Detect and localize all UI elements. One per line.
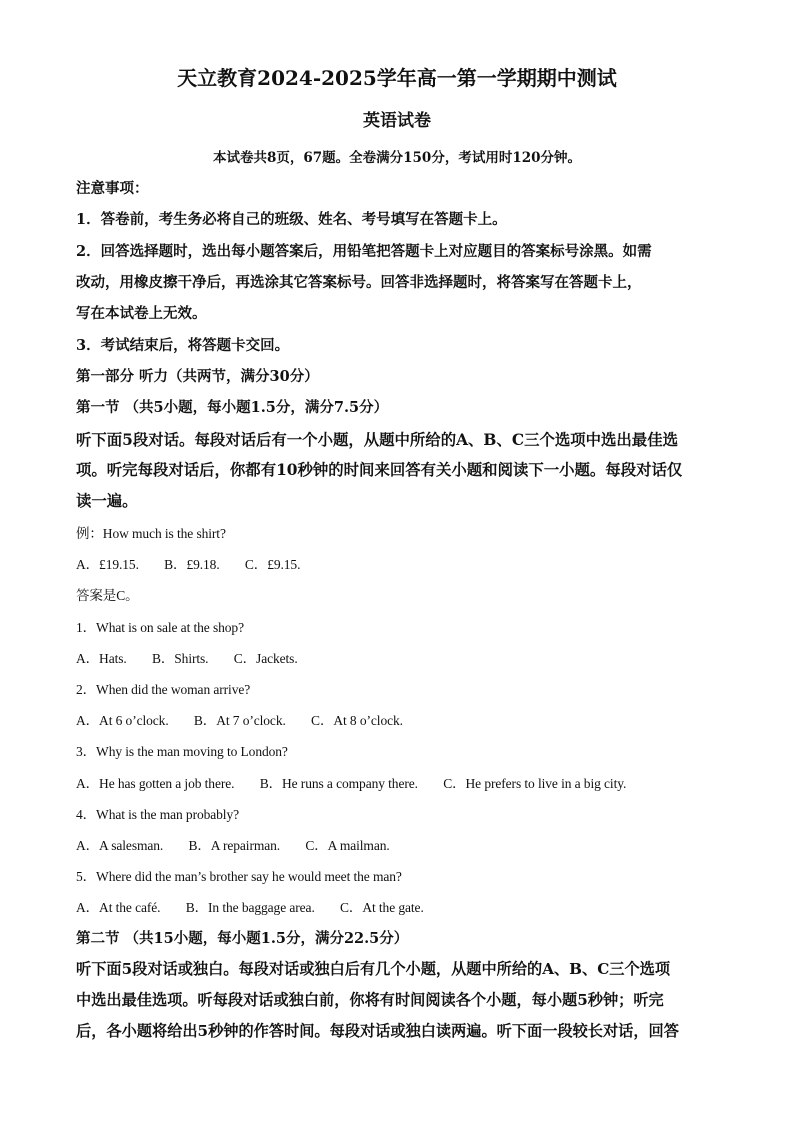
section2-instruction-line-1: 听下面5段对话或独白。每段对话或独白后有几个小题，从题中所给的A、B、C三个选项: [76, 960, 671, 978]
question-2-options: [76, 709, 403, 729]
question-1-stem: 1．What is on sale at the shop?: [76, 620, 244, 635]
question-4-option-b: B．A repairman.: [188, 838, 281, 853]
question-1-option-b: B．Shirts.: [151, 651, 209, 666]
section1-instruction-line-2: 项。听完每段对话后，你都有10秒钟的时间来回答有关小题和阅读下一小题。每段对话仅: [76, 461, 683, 479]
example-option-b: B．£9.18.: [164, 557, 220, 572]
part1-heading: 第一部分 听力（共两节，满分30分）: [76, 368, 319, 385]
question-1-option-c: C．Jackets.: [233, 651, 298, 666]
section2-instruction-line-3: 后，各小题将给出5秒钟的作答时间。每段对话或独白读两遍。听下面一段较长对话，回答: [76, 1022, 679, 1040]
exam-title: 天立教育2024-2025学年高一第一学期期中测试: [177, 66, 617, 90]
question-2-stem: 2．When did the woman arrive?: [76, 682, 251, 697]
question-2-option-a: A．At 6 o’clock.: [76, 713, 169, 728]
question-4-option-a: A．A salesman.: [76, 838, 164, 853]
question-2-option-b: B．At 7 o’clock.: [193, 713, 286, 728]
example-option-a: A．£19.15.: [76, 557, 139, 572]
section2-heading: 第二节 （共15小题，每小题1.5分，满分22.5分）: [76, 930, 409, 947]
question-2-option-c: C．At 8 o’clock.: [311, 713, 403, 728]
question-3-option-a: A．He has gotten a job there.: [76, 776, 235, 791]
note-item-3: 3．考试结束后，将答题卡交回。: [76, 337, 290, 354]
exam-subtitle: 英语试卷: [363, 111, 431, 131]
exam-intro: 本试卷共8页，67题。全卷满分150分，考试用时120分钟。: [212, 150, 582, 166]
question-5-stem: 5．Where did the man’s brother say he would meet the man?: [76, 869, 402, 884]
note-item-2-line-1: 2．回答选择题时，选出每小题答案后，用铅笔把答题卡上对应题目的答案标号涂黑。如需: [76, 243, 652, 260]
example-options: [76, 553, 300, 573]
question-4-options: [76, 834, 390, 854]
question-5-option-c: C．At the gate.: [340, 900, 424, 915]
section2-instruction-line-2: 中选出最佳选项。听每段对话或独白前，你将有时间阅读各个小题，每小题5秒钟；听完: [76, 991, 664, 1009]
question-4-stem: 4．What is the man probably?: [76, 807, 240, 822]
question-3-option-c: C．He prefers to live in a big city.: [443, 776, 627, 791]
question-5-option-a: A．At the café.: [76, 900, 161, 915]
question-3-options: [76, 772, 626, 792]
question-4-option-c: C．A mailman.: [305, 838, 390, 853]
question-3-stem: 3．Why is the man moving to London?: [76, 744, 288, 759]
example-question: 例：How much is the shirt?: [76, 526, 226, 541]
example-answer: 答案是C。: [76, 588, 139, 603]
question-5-option-b: B．In the baggage area.: [185, 900, 315, 915]
notes-heading: 注意事项：: [76, 180, 149, 197]
question-5-options: [76, 896, 424, 916]
question-1-option-a: A．Hats.: [76, 651, 127, 666]
note-item-1: 1．答卷前，考生务必将自己的班级、姓名、考号填写在答题卡上。: [76, 211, 507, 228]
example-option-c: C．£9.15.: [244, 557, 301, 572]
section1-instruction-line-3: 读一遍。: [76, 492, 138, 510]
section1-heading: 第一节 （共5小题，每小题1.5分，满分7.5分）: [76, 399, 389, 416]
question-3-option-b: B．He runs a company there.: [259, 776, 418, 791]
question-1-options: [76, 647, 298, 667]
note-item-2-line-3: 写在本试卷上无效。: [76, 305, 207, 322]
note-item-2-line-2: 改动，用橡皮擦干净后，再选涂其它答案标号。回答非选择题时，将答案写在答题卡上，: [76, 274, 642, 291]
section1-instruction-line-1: 听下面5段对话。每段对话后有一个小题，从题中所给的A、B、C三个选项中选出最佳选: [76, 431, 678, 449]
